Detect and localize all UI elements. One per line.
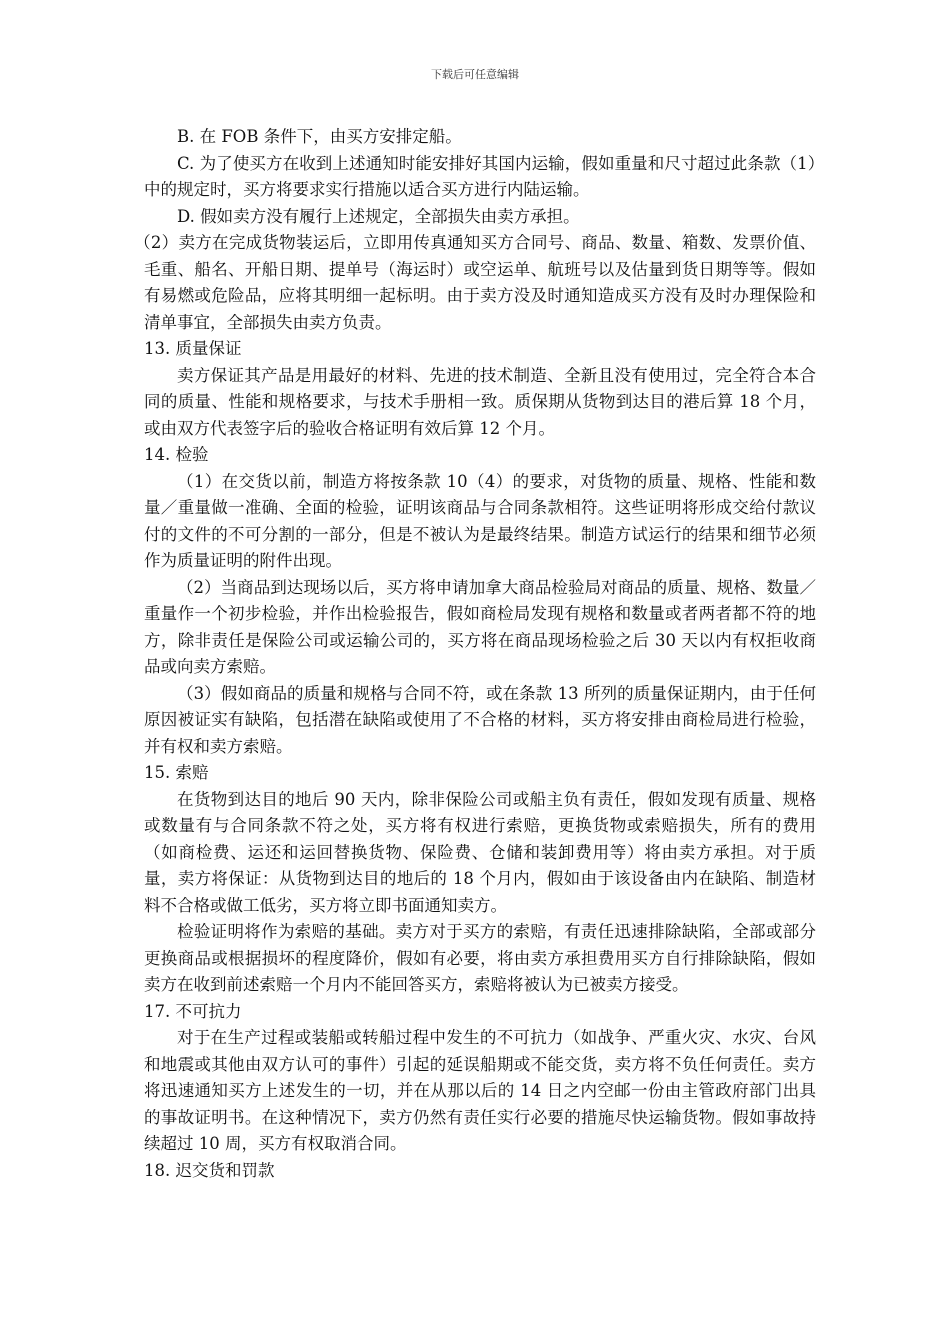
paragraph: （1）在交货以前，制造方将按条款 10（4）的要求，对货物的质量、规格、性能和数量／重量做一准确、全面的检验，证明该商品与合同条款相符。这些证明将形成交给付款议付的文件的不可分割的一部分，但是不被认为是最终结果。制造方试运行的结果和细节必须作为质量证明的附件出现。 [144,471,816,570]
section-heading: 13. 质量保证 [144,339,242,358]
page-header: 下载后可任意编辑 [431,68,519,81]
section-heading: 18. 迟交货和罚款 [144,1160,275,1180]
paragraph: （3）假如商品的质量和规格与合同不符，或在条款 13 所列的质量保证期内，由于任何原因被证实有缺陷，包括潜在缺陷或使用了不合格的材料，买方将安排由商检局进行检验，并有权和卖方索赔。 [144,683,816,756]
paragraph: （2）当商品到达现场以后，买方将申请加拿大商品检验局对商品的质量、规格、数量／重量作一个初步检验，并作出检验报告，假如商检局发现有规格和数量或者两者都不符的地方，除非责任是保险公司或运输公司的，买方将在商品现场检验之后 30 天以内有权拒收商品或向卖方索赔。 [144,577,816,676]
paragraph: C. 为了使买方在收到上述通知时能安排好其国内运输，假如重量和尺寸超过此条款（1）中的规定时，买方将要求实行措施以适合买方进行内陆运输。 [144,153,816,199]
section-heading: 17. 不可抗力 [144,1001,242,1021]
paragraph: （2）卖方在完成货物装运后，立即用传真通知买方合同号、商品、数量、箱数、发票价值、毛重、船名、开船日期、提单号（海运时）或空运单、航班号以及估量到货日期等等。假如有易燃或危险品，应将其明细一起标明。由于卖方没及时通知造成买方没有及时办理保险和清单事宜，全部损失由卖方负责。 [134,233,816,332]
paragraph: D. 假如卖方没有履行上述规定，全部损失由卖方承担。 [177,206,580,226]
paragraph: 卖方保证其产品是用最好的材料、先进的技术制造、全新且没有使用过，完全符合本合同的质量、性能和规格要求，与技术手册相一致。质保期从货物到达目的港后算 18 个月，或由双方代表签字后的验收合格证明有效后算 12 个月。 [144,365,816,438]
document-body [134,124,816,1184]
paragraph: 对于在生产过程或装船或转船过程中发生的不可抗力（如战争、严重火灾、水灾、台风和地震或其他由双方认可的事件）引起的延误船期或不能交货，卖方将不负任何责任。卖方将迅速通知买方上述发生的一切，并在从那以后的 14 日之内空邮一份由主管政府部门出具的事故证明书。在这种情况下，卖方仍然有责任实行必要的措施尽快运输货物。假如事故持续超过 10 周，买方有权取消合同。 [144,1028,816,1153]
paragraph: 检验证明将作为索赔的基础。卖方对于买方的索赔，有责任迅速排除缺陷，全部或部分更换商品或根据损坏的程度降价，假如有必要，将由卖方承担费用买方自行排除缺陷，假如卖方在收到前述索赔一个月内不能回答买方，索赔将被认为已被卖方接受。 [144,922,816,994]
paragraph: B. 在 FOB 条件下，由买方安排定船。 [177,127,462,146]
paragraph: 在货物到达目的地后 90 天内，除非保险公司或船主负有责任，假如发现有质量、规格或数量有与合同条款不符之处，买方将有权进行索赔，更换货物或索赔损失，所有的费用（如商检费、运还和运回替换货物、保险费、仓储和装卸费用等）将由卖方承担。对于质量，卖方将保证：从货物到达目的地后的 18 个月内，假如由于该设备由内在缺陷、制造材料不合格或做工低劣，买方将立即书面通知卖方。 [144,789,816,915]
section-heading: 15. 索赔 [144,763,209,782]
section-heading: 14. 检验 [144,445,209,464]
